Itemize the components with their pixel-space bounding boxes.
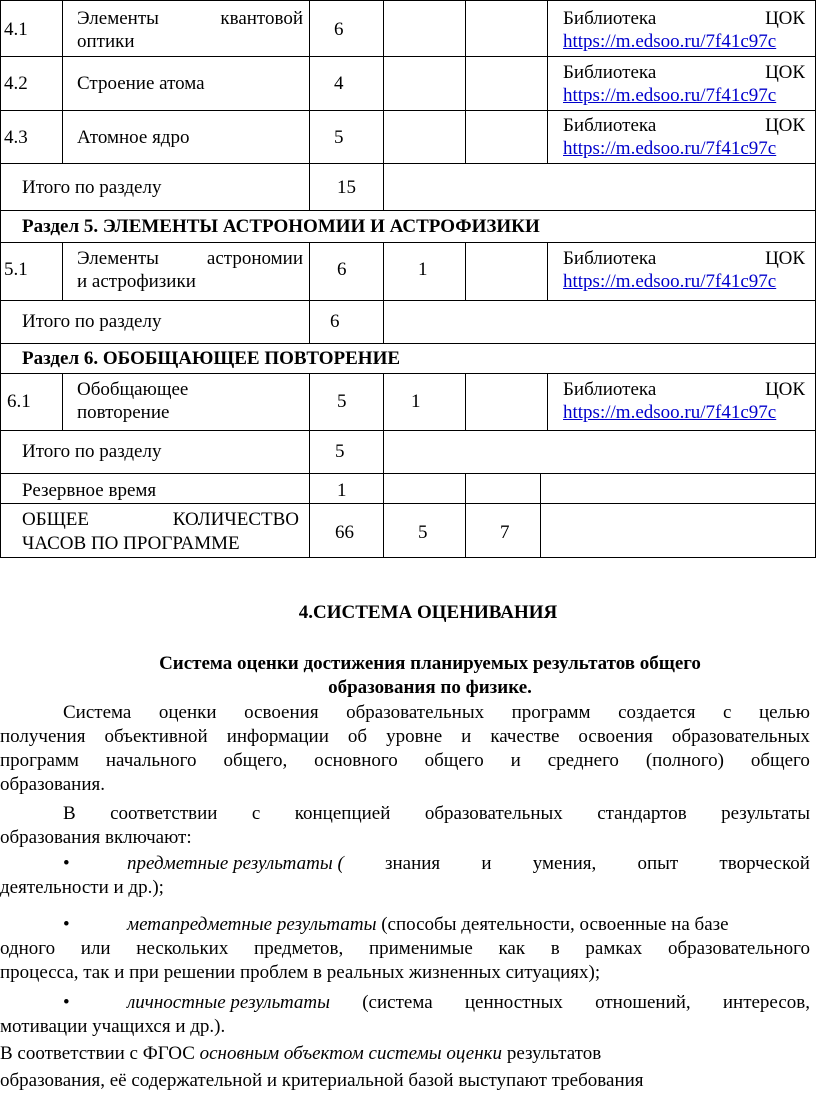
table-rule bbox=[383, 0, 384, 210]
section-heading: Раздел 5. ЭЛЕМЕНТЫ АСТРОНОМИИ И АСТРОФИЗИКИ bbox=[22, 216, 540, 237]
word: общего bbox=[750, 750, 810, 771]
word: соответствии bbox=[110, 803, 218, 824]
library-label bbox=[563, 7, 805, 30]
table-rule bbox=[0, 56, 816, 57]
table-rule bbox=[383, 242, 384, 343]
table-rule bbox=[0, 163, 816, 164]
paragraph-line bbox=[63, 701, 810, 725]
subtotal-hours: 15 bbox=[337, 177, 356, 198]
row-number: 6.1 bbox=[7, 391, 31, 412]
table-rule bbox=[547, 373, 548, 430]
paragraph-line: деятельности и др.); bbox=[0, 877, 164, 898]
control-works-value: 1 bbox=[418, 259, 428, 280]
word: получения bbox=[0, 726, 86, 747]
table-rule bbox=[383, 373, 384, 557]
word: и bbox=[481, 853, 492, 874]
word: образовательных bbox=[671, 726, 810, 747]
paragraph-line bbox=[63, 802, 810, 826]
total-label-line2: ЧАСОВ ПО ПРОГРАММЕ bbox=[22, 533, 240, 554]
word: как bbox=[498, 938, 526, 959]
word: начального bbox=[105, 750, 197, 771]
word: ценностных bbox=[464, 992, 563, 1013]
table-rule bbox=[0, 0, 1, 210]
table-rule bbox=[0, 110, 816, 111]
hours-value: 5 bbox=[334, 127, 344, 148]
library-word: ЦОК bbox=[765, 62, 805, 83]
total-word: ОБЩЕЕ bbox=[22, 509, 90, 530]
table-rule bbox=[465, 373, 466, 430]
word: умения, bbox=[532, 853, 597, 874]
topic-name-line2: и астрофизики bbox=[77, 271, 196, 292]
word: Система bbox=[63, 702, 132, 723]
word: основного bbox=[314, 750, 398, 771]
topic-name: Атомное ядро bbox=[77, 127, 190, 148]
word: программ bbox=[0, 750, 79, 771]
table-rule bbox=[0, 503, 816, 504]
topic-word: Элементы bbox=[77, 248, 159, 269]
table-rule bbox=[0, 430, 816, 431]
word: целью bbox=[758, 702, 810, 723]
total-label bbox=[22, 508, 299, 531]
library-word: ЦОК bbox=[765, 248, 805, 269]
topic-name-line2: повторение bbox=[77, 402, 170, 423]
row-number: 4.2 bbox=[4, 73, 28, 94]
word: создается bbox=[618, 702, 696, 723]
italic-term: метапредметные результаты bbox=[127, 914, 377, 935]
text: В соответствии с ФГОС bbox=[0, 1043, 200, 1064]
word: стандартов bbox=[597, 803, 687, 824]
topic-word: астрономии bbox=[206, 248, 303, 269]
word: опыт bbox=[637, 853, 679, 874]
italic-term: основным объектом системы оценки bbox=[199, 1043, 503, 1064]
word: освоения bbox=[578, 726, 653, 747]
word: интересов, bbox=[722, 992, 810, 1013]
reserve-hours: 1 bbox=[337, 480, 347, 501]
table-rule bbox=[309, 373, 310, 557]
total-word: КОЛИЧЕСТВО bbox=[172, 509, 299, 530]
word: (полного) bbox=[645, 750, 724, 771]
word: образовательных bbox=[424, 803, 563, 824]
table-rule bbox=[547, 242, 548, 300]
word: (система bbox=[362, 992, 433, 1013]
row-number: 4.3 bbox=[4, 127, 28, 148]
paragraph-line: процесса, так и при решении проблем в реальных жизненных ситуациях); bbox=[0, 962, 601, 983]
table-rule bbox=[0, 242, 816, 243]
table-rule bbox=[0, 0, 816, 1]
table-rule bbox=[0, 557, 816, 558]
library-word: ЦОК bbox=[765, 379, 805, 400]
paragraph-line bbox=[127, 852, 810, 876]
table-rule bbox=[0, 300, 816, 301]
word: освоения bbox=[244, 702, 319, 723]
word: качестве bbox=[490, 726, 560, 747]
section-title: 4.СИСТЕМА ОЦЕНИВАНИЯ bbox=[298, 602, 558, 623]
total-control-works: 5 bbox=[418, 522, 428, 543]
library-word: Библиотека bbox=[563, 248, 657, 269]
library-link[interactable]: https://m.edsoo.ru/7f41c97c bbox=[563, 138, 777, 159]
row-number: 4.1 bbox=[4, 19, 28, 40]
word: творческой bbox=[719, 853, 810, 874]
topic-name: Обобщающее bbox=[77, 379, 189, 400]
library-link[interactable]: https://m.edsoo.ru/7f41c97c bbox=[563, 85, 777, 106]
paragraph-line: мотивации учащихся и др.). bbox=[0, 1016, 226, 1037]
table-rule bbox=[540, 473, 541, 557]
table-rule bbox=[465, 473, 466, 557]
subtotal-hours: 5 bbox=[335, 441, 345, 462]
table-rule bbox=[62, 0, 63, 163]
library-label bbox=[563, 247, 805, 270]
word: с bbox=[722, 702, 732, 723]
word: и bbox=[510, 750, 521, 771]
table-rule bbox=[465, 242, 466, 300]
table-rule bbox=[465, 0, 466, 163]
paragraph-line: образования, её содержательной и критериальной базой выступают требования bbox=[0, 1070, 644, 1091]
table-rule bbox=[547, 0, 548, 163]
library-link[interactable]: https://m.edsoo.ru/7f41c97c bbox=[563, 402, 777, 423]
table-rule bbox=[309, 242, 310, 343]
library-link[interactable]: https://m.edsoo.ru/7f41c97c bbox=[563, 31, 777, 52]
paragraph-line bbox=[127, 991, 810, 1015]
topic-word: квантовой bbox=[220, 8, 303, 29]
subtotal-hours: 6 bbox=[330, 311, 340, 332]
paragraph-line bbox=[0, 937, 810, 961]
word: объективной bbox=[104, 726, 208, 747]
hours-value: 4 bbox=[334, 73, 344, 94]
library-word: ЦОК bbox=[765, 115, 805, 136]
bullet-icon: • bbox=[63, 914, 70, 935]
word: одного bbox=[0, 938, 56, 959]
subtotal-label: Итого по разделу bbox=[22, 311, 162, 332]
paragraph-line bbox=[127, 913, 810, 937]
word: нескольких bbox=[136, 938, 229, 959]
word: информации bbox=[226, 726, 329, 747]
word: рамках bbox=[585, 938, 643, 959]
library-word: ЦОК bbox=[765, 8, 805, 29]
hours-value: 5 bbox=[337, 391, 347, 412]
library-label bbox=[563, 378, 805, 401]
library-label bbox=[563, 114, 805, 137]
hours-value: 6 bbox=[337, 259, 347, 280]
word: отношений, bbox=[595, 992, 691, 1013]
topic-name bbox=[77, 7, 303, 30]
library-word: Библиотека bbox=[563, 62, 657, 83]
table-rule bbox=[0, 473, 816, 474]
library-word: Библиотека bbox=[563, 379, 657, 400]
table-rule bbox=[62, 242, 63, 300]
paragraph-line bbox=[0, 725, 810, 749]
word: образовательных bbox=[346, 702, 485, 723]
word: и bbox=[461, 726, 472, 747]
word: в bbox=[550, 938, 560, 959]
table-rule bbox=[309, 0, 310, 210]
library-label bbox=[563, 61, 805, 84]
section-subtitle: Система оценки достижения планируемых результатов общего bbox=[159, 653, 701, 674]
paragraph-line bbox=[0, 1042, 810, 1066]
section-subtitle-line2: образования по физике. bbox=[328, 677, 532, 698]
word: программ bbox=[511, 702, 591, 723]
table-rule bbox=[62, 373, 63, 430]
word: среднего bbox=[547, 750, 619, 771]
total-practical-works: 7 bbox=[500, 522, 510, 543]
italic-term: предметные результаты ( bbox=[127, 853, 344, 874]
library-word: Библиотека bbox=[563, 115, 657, 136]
table-rule bbox=[0, 210, 816, 211]
subtotal-label: Итого по разделу bbox=[22, 177, 162, 198]
word: общего, bbox=[223, 750, 288, 771]
text: результатов bbox=[502, 1043, 602, 1064]
word: В bbox=[63, 803, 76, 824]
word: результаты bbox=[721, 803, 810, 824]
topic-name bbox=[77, 247, 303, 270]
paragraph-line: образования включают: bbox=[0, 827, 192, 848]
paragraph-line bbox=[0, 749, 810, 773]
control-works-value: 1 bbox=[411, 391, 421, 412]
word: концепцией bbox=[294, 803, 391, 824]
table-rule bbox=[0, 343, 816, 344]
italic-term: личностные результаты bbox=[127, 992, 331, 1013]
row-number: 5.1 bbox=[4, 259, 28, 280]
library-link[interactable]: https://m.edsoo.ru/7f41c97c bbox=[563, 271, 777, 292]
topic-word: Элементы bbox=[77, 8, 159, 29]
word: предметов, bbox=[254, 938, 344, 959]
table-rule bbox=[0, 210, 1, 558]
topic-name: Строение атома bbox=[77, 73, 205, 94]
reserve-label: Резервное время bbox=[22, 480, 157, 501]
word: общего bbox=[424, 750, 484, 771]
bullet-icon: • bbox=[63, 853, 70, 874]
paragraph-line: образования. bbox=[0, 774, 105, 795]
library-word: Библиотека bbox=[563, 8, 657, 29]
table-rule bbox=[0, 373, 816, 374]
text: (способы деятельности, освоенные на базе bbox=[376, 914, 729, 935]
word: образовательного bbox=[667, 938, 810, 959]
word: с bbox=[251, 803, 261, 824]
word: применимые bbox=[368, 938, 473, 959]
word: или bbox=[80, 938, 111, 959]
topic-name-line2: оптики bbox=[77, 31, 135, 52]
word: об bbox=[347, 726, 368, 747]
word: уровне bbox=[386, 726, 443, 747]
total-hours: 66 bbox=[335, 522, 354, 543]
section-heading: Раздел 6. ОБОБЩАЮЩЕЕ ПОВТОРЕНИЕ bbox=[22, 348, 401, 369]
hours-value: 6 bbox=[334, 19, 344, 40]
bullet-icon: • bbox=[63, 992, 70, 1013]
word: оценки bbox=[158, 702, 217, 723]
subtotal-label: Итого по разделу bbox=[22, 441, 162, 462]
word: знания bbox=[384, 853, 441, 874]
